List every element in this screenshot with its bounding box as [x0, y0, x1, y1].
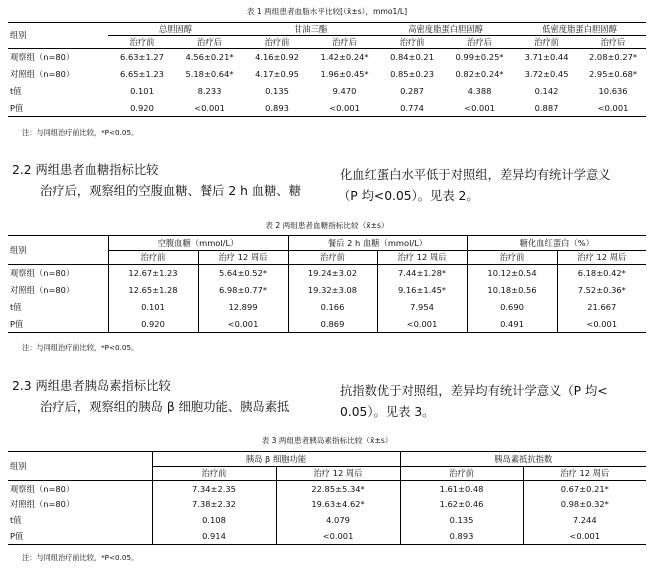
- table-cell: 0.85±0.23: [390, 68, 434, 79]
- section-heading: 2.3 两组患者胰岛素指标比较: [12, 379, 171, 393]
- table-cell: 0.887: [513, 100, 580, 117]
- row-label: P值: [8, 100, 108, 117]
- row-label: 对照组（n=80）: [10, 499, 75, 510]
- subcol-header: 治疗 12 周后: [557, 251, 646, 265]
- subcol-header: 治疗前: [243, 36, 311, 49]
- table-cell: 0.920: [108, 316, 198, 333]
- table-cell: 0.98±0.32*: [523, 497, 646, 513]
- body-text: 抗指数优于对照组，差异均有统计学意义（P 均<: [340, 384, 608, 398]
- col-header: 餐后 2 h 血糖（mmol/L）: [288, 236, 467, 251]
- table-cell: 0.893: [400, 529, 523, 545]
- table-cell: 7.954: [377, 299, 467, 316]
- subcol-header: 治疗后: [446, 36, 513, 49]
- group-header: 组别: [8, 23, 108, 49]
- table-cell: 0.135: [400, 513, 523, 529]
- table-cell: 19.63±4.62*: [276, 497, 400, 513]
- table-cell: 1.42±0.24*: [320, 52, 369, 63]
- row-label: P值: [8, 316, 108, 333]
- body-text: 治疗后，观察组的空腹血糖、餐后 2 h 血糖、糖: [40, 184, 301, 198]
- section-heading: 2.2 两组患者血糖指标比较: [12, 163, 159, 177]
- table3-note: 注：与同组治疗前比较，*P<0.05。: [22, 553, 139, 562]
- table-row: [8, 497, 646, 513]
- row-label: 对照组（n=80）: [10, 284, 75, 295]
- table-cell: 0.101: [108, 299, 198, 316]
- table-cell: <0.001: [580, 100, 646, 117]
- table2-note: 注：与同组治疗前比较，*P<0.05。: [22, 343, 139, 352]
- subcol-header: 治疗前: [513, 36, 580, 49]
- table-cell: <0.001: [276, 529, 400, 545]
- table-cell: 7.44±1.28*: [377, 265, 467, 282]
- subcol-header: 治疗 12 周后: [276, 467, 400, 481]
- table-cell: 4.079: [276, 513, 400, 529]
- table1: [8, 22, 646, 117]
- table-cell: 0.491: [467, 316, 557, 333]
- table-cell: 0.920: [108, 100, 176, 117]
- table-cell: 9.470: [332, 85, 357, 96]
- table-cell: 12.65±1.28: [108, 282, 198, 299]
- body-text: 治疗后，观察组的胰岛 β 细胞功能、胰岛素抵: [40, 400, 290, 414]
- table1-note: 注：与同组治疗前比较，*P<0.05。: [22, 128, 139, 137]
- col-header: 胰岛素抵抗指数: [400, 452, 646, 467]
- table-cell: 7.52±0.36*: [557, 282, 646, 299]
- table-cell: 0.774: [378, 100, 446, 117]
- table-cell: 9.16±1.45*: [377, 282, 467, 299]
- table-cell: 19.24±3.02: [288, 265, 377, 282]
- subcol-header: 治疗前: [288, 251, 377, 265]
- table-cell: 0.101: [130, 85, 154, 96]
- body-text: （P 均<0.05）。见表 2。: [338, 189, 479, 203]
- table-cell: 4.17±0.95: [255, 68, 299, 79]
- table-cell: 7.38±2.32: [152, 497, 276, 513]
- table-cell: <0.001: [446, 100, 513, 117]
- subcol-header: 治疗后: [176, 36, 243, 49]
- table-cell: 19.32±3.08: [288, 282, 377, 299]
- col-header: 低密度脂蛋白胆固醇: [513, 23, 646, 36]
- table-cell: 0.893: [243, 100, 311, 117]
- table-row: [8, 299, 646, 316]
- subcol-header: 治疗前: [378, 36, 446, 49]
- table-cell: <0.001: [311, 100, 378, 117]
- row-label: 观察组（n=80）: [10, 52, 75, 63]
- table-cell: 0.84±0.21: [390, 52, 434, 63]
- row-label: 对照组（n=80）: [10, 68, 75, 79]
- table-cell: 0.166: [288, 299, 377, 316]
- subcol-header: 治疗前: [108, 251, 198, 265]
- table2: [8, 235, 646, 333]
- row-label: 观察组（n=80）: [10, 483, 75, 494]
- table-cell: 2.95±0.68*: [589, 68, 638, 79]
- group-header: 组别: [8, 452, 152, 481]
- subcol-header: 治疗前: [467, 251, 557, 265]
- table-cell: 7.34±2.35: [152, 481, 276, 497]
- table-row: [8, 49, 646, 66]
- table-row: [8, 513, 646, 529]
- table-cell: 0.287: [400, 85, 424, 96]
- table-cell: 4.16±0.92: [255, 52, 299, 63]
- row-label: t值: [10, 85, 22, 96]
- table-cell: 5.18±0.64*: [185, 68, 234, 79]
- col-header: 空腹血糖（mmol/L）: [108, 236, 288, 251]
- table-row: [8, 316, 646, 333]
- table2-caption: 表 2 两组患者血糖指标比较（x̄±s）: [265, 221, 389, 230]
- table-cell: 7.244: [523, 513, 646, 529]
- subcol-header: 治疗后: [580, 36, 646, 49]
- table3-caption: 表 3 两组患者胰岛素指标比较（x̄±s）: [261, 436, 393, 445]
- table-row: [8, 481, 646, 497]
- table-row: [8, 529, 646, 545]
- table-cell: 10.18±0.56: [467, 282, 557, 299]
- table3: [8, 451, 646, 545]
- table-cell: 0.690: [467, 299, 557, 316]
- table-cell: 0.67±0.21*: [523, 481, 646, 497]
- table-cell: <0.001: [198, 316, 288, 333]
- table-cell: 10.12±0.54: [467, 265, 557, 282]
- subcol-header: 治疗 12 周后: [377, 251, 467, 265]
- col-header: 胰岛 β 细胞功能: [152, 452, 400, 467]
- col-header: 糖化血红蛋白（%）: [467, 236, 646, 251]
- row-label: 观察组（n=80）: [10, 268, 75, 279]
- table-cell: 6.18±0.42*: [557, 265, 646, 282]
- table-cell: 3.71±0.44: [524, 52, 569, 63]
- table-cell: <0.001: [523, 529, 646, 545]
- body-text: 化血红蛋白水平低于对照组，差异均有统计学意义: [340, 168, 611, 182]
- table-cell: 21.667: [557, 299, 646, 316]
- subcol-header: 治疗前: [400, 467, 523, 481]
- table-cell: 0.914: [152, 529, 276, 545]
- subcol-header: 治疗后: [311, 36, 378, 49]
- table-cell: 0.99±0.25*: [455, 52, 504, 63]
- table-row: [8, 100, 646, 117]
- table-cell: 3.72±0.45: [524, 68, 569, 79]
- table-cell: 12.67±1.23: [108, 265, 198, 282]
- table-cell: 8.233: [197, 85, 222, 96]
- table-row: [8, 83, 646, 100]
- col-header: 高密度脂蛋白胆固醇: [378, 23, 513, 36]
- table-cell: 0.869: [288, 316, 377, 333]
- table-cell: 10.636: [598, 85, 628, 96]
- table-cell: 12.899: [198, 299, 288, 316]
- table-cell: 4.388: [467, 85, 492, 96]
- table-cell: 0.142: [534, 85, 559, 96]
- table-cell: 0.135: [265, 85, 289, 96]
- table-row: [8, 282, 646, 299]
- table-cell: <0.001: [557, 316, 646, 333]
- subcol-header: 治疗前: [108, 36, 176, 49]
- table-cell: <0.001: [377, 316, 467, 333]
- subcol-header: 治疗 12 周后: [198, 251, 288, 265]
- table-cell: 2.08±0.27*: [589, 52, 638, 63]
- body-text: 0.05）。见表 3。: [340, 405, 435, 419]
- table-cell: 1.61±0.48: [400, 481, 523, 497]
- col-header: 甘油三酯: [243, 23, 378, 36]
- table-cell: 0.82±0.24*: [455, 68, 504, 79]
- table-cell: 6.98±0.77*: [198, 282, 288, 299]
- table1-caption: 表 1 两组患者血脂水平比较[（x̄±s），mmo1/L]: [246, 7, 408, 16]
- table-cell: <0.001: [176, 100, 243, 117]
- row-label: t值: [10, 515, 22, 526]
- table-cell: 4.56±0.21*: [185, 52, 234, 63]
- row-label: P值: [8, 529, 152, 545]
- table-row: [8, 66, 646, 83]
- table-cell: 22.85±5.34*: [276, 481, 400, 497]
- row-label: t值: [10, 301, 22, 312]
- table-cell: 6.65±1.23: [120, 68, 164, 79]
- subcol-header: 治疗 12 周后: [523, 467, 646, 481]
- subcol-header: 治疗前: [152, 467, 276, 481]
- table-cell: 1.96±0.45*: [320, 68, 369, 79]
- group-header: 组别: [8, 236, 108, 265]
- table-cell: 6.63±1.27: [120, 52, 164, 63]
- table-cell: 0.108: [152, 513, 276, 529]
- table-cell: 1.62±0.46: [400, 497, 523, 513]
- table-row: [8, 265, 646, 282]
- table-cell: 5.64±0.52*: [198, 265, 288, 282]
- col-header: 总胆固醇: [108, 23, 243, 36]
